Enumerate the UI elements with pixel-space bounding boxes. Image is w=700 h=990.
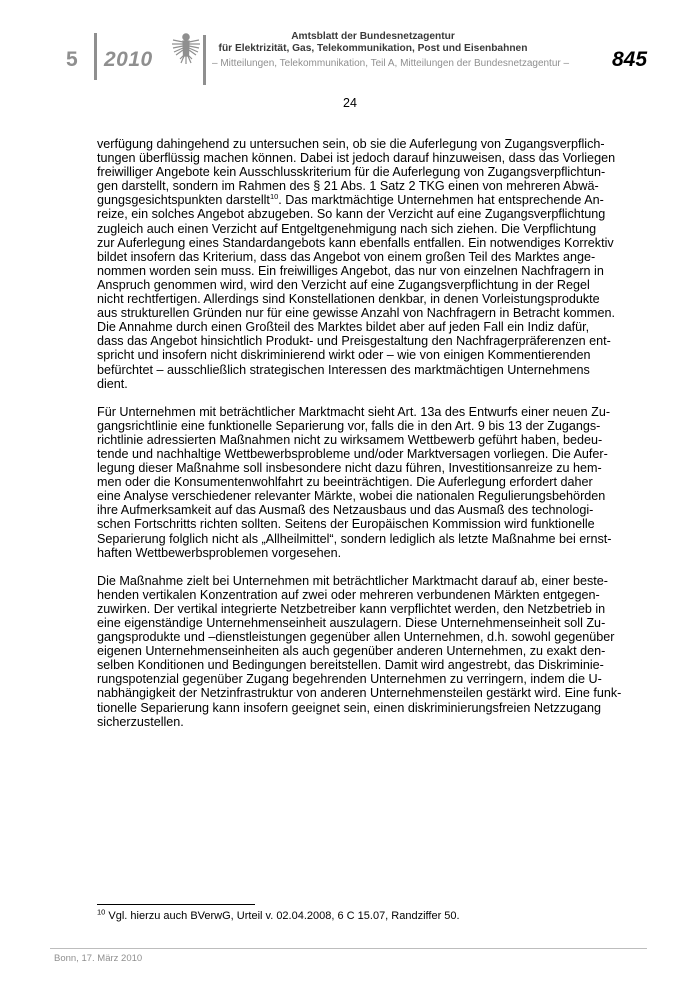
text-segment: . Das marktmächtige Unternehmen hat entsprechende An- (278, 193, 604, 208)
text-line: spricht und insofern nicht diskriminierend wirkt oder – wie von einigen Kommentierenden (97, 348, 591, 363)
text-line: Für Unternehmen mit beträchtlicher Marktmacht sieht Art. 13a des Entwurfs einer neuen Zu- (97, 404, 611, 419)
text-line: henden vertikalen Konzentration auf zwei oder mehreren verbundenen Märkten entgegen- (97, 587, 600, 602)
text-line: gangsprodukte und –dienstleistungen gegenüber allen Unternehmen, d.h. sowohl gegenüber (97, 630, 615, 645)
text-line: befürchtet – ausschließlich strategischen Interessen des marktmächtigen Unternehmens (97, 362, 590, 377)
text-line: nommen worden sein muss. Ein freiwilliges Angebot, das nur von einzelnen Nachfragern in (97, 263, 604, 278)
gazette-subtitle: – Mitteilungen, Telekommunikation, Teil A, Mitteilungen der Bundesnetzagentur – (212, 58, 570, 69)
text-line: tungen überflüssig machen können. Dabei ist jedoch darauf hinzuweisen, dass das Vorliegen (97, 151, 616, 166)
text-line: gangsrichtlinie eine funktionelle Separierung vor, falls die in den Art. 9 bis 13 der Zugangs- (97, 418, 601, 433)
footnote-rule (97, 904, 255, 905)
text-line: nicht rechtfertigen. Allerdings sind Konstellationen denkbar, in denen Vorleistungsprodukte (97, 292, 600, 307)
text-line: legung dieser Maßnahme soll insbesondere nicht dazu führen, Investitionsanreize zu hem- (97, 461, 602, 476)
body-text (97, 137, 622, 743)
footnote-text: Vgl. hierzu auch BVerwG, Urteil v. 02.04.2008, 6 C 15.07, Randziffer 50. (105, 910, 460, 922)
text-line: dass das Angebot hinsichtlich Produkt- und Preisgestaltung den Nachfragerpräferenzen ent- (97, 334, 611, 349)
text-line: bildet insofern das Kriterium, dass das Angebot von einem großen Teil des Marktes ange- (97, 249, 596, 264)
gazette-title-line1: Amtsblatt der Bundesnetzagentur (291, 31, 455, 42)
text-line: men oder die Konsumentenwohlfahrt zu beeinträchtigen. Die Auferlegung erfordert daher (97, 475, 593, 490)
text-line: aus strukturellen Gründen nur für eine gewisse Anzahl von Nachfragern in Betracht kommen. (97, 306, 616, 321)
page-number: 845 (612, 48, 648, 71)
federal-eagle-icon (170, 30, 202, 70)
header-divider-right (203, 35, 206, 85)
inner-page-number: 24 (343, 96, 357, 110)
text-line: zugleich auch einen Verzicht auf Entgeltgenehmigung nach sich ziehen. Die Verpflichtung (97, 221, 597, 236)
text-line: dient. (97, 376, 128, 391)
text-line: haften Wettbewerbsproblemen vorgesehen. (97, 545, 342, 560)
text-segment: gungsgesichtspunkten darstellt (97, 193, 270, 208)
text-line: selben Konditionen und Bedingungen bereitstellen. Damit wird angestrebt, das Diskriminie- (97, 658, 604, 673)
text-line: eine Analyse verschiedener relevanter Märkte, wobei die nationalen Regulierungsbehörden (97, 489, 606, 504)
text-line: verfügung dahingehend zu untersuchen sein, ob sie die Auferlegung von Zugangsverpflich- (97, 137, 605, 151)
text-line: zuwirken. Der vertikal integrierte Netzbetreiber kann verpflichtet werden, den Netzbetrieb in (97, 601, 606, 616)
text-line: Die Maßnahme zielt bei Unternehmen mit beträchtlicher Marktmacht darauf ab, einer beste- (97, 573, 608, 588)
text-line: Separierung folglich nicht als „Allheilmittel“, sondern lediglich als letzte Maßnahme bei ernst- (97, 531, 612, 546)
footnote-number: 10 (97, 907, 106, 917)
text-line: Die Annahme durch einen Großteil des Marktes bildet aber auf jeden Fall ein Indiz dafür, (97, 320, 590, 335)
text-line: richtlinie adressierten Maßnahmen nicht zu wirksamem Wettbewerb geführt haben, bedeu- (97, 432, 603, 447)
text-line (97, 192, 604, 208)
header-divider-left (94, 33, 97, 80)
footnote-reference[interactable]: 10 (269, 192, 279, 202)
text-line: Anspruch genommen wird, wird den Verzicht auf eine Zugangsverpflichtung in der Regel (97, 277, 590, 292)
footnote (97, 907, 460, 922)
text-line: schen Fortschritts richten sollten. Seitens der Europäischen Kommission wird funktionelle (97, 517, 595, 532)
text-line: rungspotenzial gegenüber Zugang begehrenden Unternehmen zu verringern, indem die U- (97, 672, 602, 687)
issue-number: 5 (66, 48, 78, 71)
text-line: tende und nachhaltige Wettbewerbsprobleme und/oder Marktversagen vorliegen. Die Aufer- (97, 446, 608, 461)
paragraph-3 (97, 573, 622, 729)
text-line: nabhängigkeit der Netzinfrastruktur von anderen Unternehmensteilen gestärkt wird. Eine funk- (97, 686, 622, 701)
text-line: freiwilliger Angebote kein Ausschlusskriterium für die Auferlegung von Zugangsverpflichtun- (97, 165, 606, 180)
text-line: gen darstellt, sondern im Rahmen des § 21 Abs. 1 Satz 2 TKG einen von mehreren Abwä- (97, 179, 599, 194)
text-line: ihre Aufmerksamkeit auf das Ausmaß des Netzausbaus und das Ausmaß des technologi- (97, 503, 594, 518)
paragraph-2 (97, 404, 612, 560)
footer-rule (50, 948, 647, 949)
gazette-title-line2: für Elektrizität, Gas, Telekommunikation, Post und Eisenbahnen (218, 43, 528, 54)
issue-year: 2010 (104, 48, 153, 71)
footer-date: Bonn, 17. März 2010 (54, 953, 143, 964)
text-line: tionelle Separierung kann insofern geeignet sein, einen diskriminierungsfreien Netzzugang (97, 700, 602, 715)
text-line: eine eigenständige Unternehmenseinheit auszulagern. Diese Unternehmenseinheit soll Zu- (97, 616, 606, 630)
text-line: eigenen Unternehmenseinheiten als auch gegenüber anderen Unternehmen, zu exakt den- (97, 644, 606, 659)
text-line: reize, ein solches Angebot abzugeben. So kann der Verzicht auf eine Zugangsverpflichtung (97, 207, 606, 222)
paragraph-1 (97, 137, 616, 391)
text-line: zur Auferlegung eines Standardangebots kann ebenfalls entfallen. Ein notwendiges Korrektiv (97, 235, 614, 250)
text-line: sicherzustellen. (97, 714, 184, 729)
